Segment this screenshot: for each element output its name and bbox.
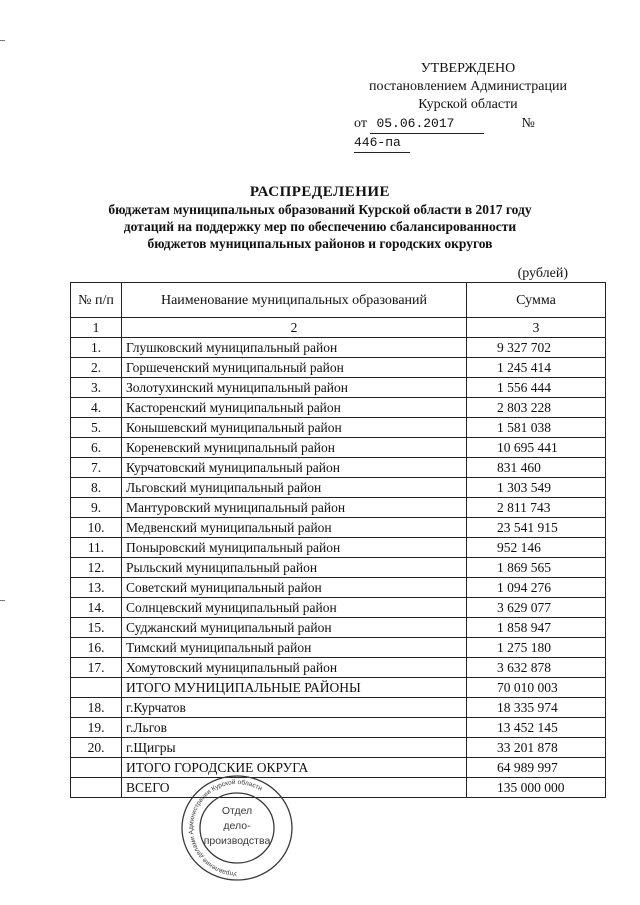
row-sum: 952 146: [467, 538, 606, 558]
row-sum: 135 000 000: [467, 778, 606, 798]
row-sum: 10 695 441: [467, 438, 606, 458]
row-name: Золотухинский муниципальный район: [122, 378, 467, 398]
col-header-number: № п/п: [71, 283, 122, 318]
col-header-sum: Сумма: [467, 283, 606, 318]
row-sum: 2 811 743: [467, 498, 606, 518]
subtitle-line: дотаций на поддержку мер по обеспечению сбалансированности: [123, 219, 517, 234]
table-row: [71, 698, 606, 718]
table-row: [71, 498, 606, 518]
approval-decree: постановлением Администрации: [369, 79, 567, 94]
row-name: Суджанский муниципальный район: [122, 618, 467, 638]
row-name: Кореневский муниципальный район: [122, 438, 467, 458]
row-number: 5.: [71, 418, 122, 438]
row-name: Горшеченский муниципальный район: [122, 358, 467, 378]
table-header-row: [71, 283, 606, 318]
row-sum: 64 989 997: [467, 758, 606, 778]
row-number: 2.: [71, 358, 122, 378]
subtotal-row: [71, 678, 606, 698]
table-row: [71, 478, 606, 498]
row-sum: 2 803 228: [467, 398, 606, 418]
row-name: Рыльский муниципальный район: [122, 558, 467, 578]
row-sum: 18 335 974: [467, 698, 606, 718]
row-number: 19.: [71, 718, 122, 738]
table-row: [71, 658, 606, 678]
col-index: 1: [71, 318, 122, 338]
row-name: г.Щигры: [122, 738, 467, 758]
document-title: РАСПРЕДЕЛЕНИЕ: [249, 184, 391, 200]
column-index-row: [71, 318, 606, 338]
row-number: 20.: [71, 738, 122, 758]
row-name: ИТОГО ГОРОДСКИЕ ОКРУГА: [122, 758, 467, 778]
row-sum: 1 303 549: [467, 478, 606, 498]
row-number: [71, 678, 122, 698]
approval-date-row: [348, 115, 588, 153]
row-sum: 70 010 003: [467, 678, 606, 698]
table-row: [71, 578, 606, 598]
stamp-line: дело-: [223, 820, 251, 832]
stamp-line: Отдел: [221, 805, 253, 817]
row-name: Медвенский муниципальный район: [122, 518, 467, 538]
row-sum: 3 632 878: [467, 658, 606, 678]
table-row: [71, 718, 606, 738]
row-name: Курчатовский муниципальный район: [122, 458, 467, 478]
grand-total-row: [71, 778, 606, 798]
document-subtitle: [40, 201, 600, 252]
table-row: [71, 338, 606, 358]
row-sum: 1 094 276: [467, 578, 606, 598]
stamp-line: производства: [203, 835, 271, 847]
table-row: [71, 398, 606, 418]
row-sum: 1 556 444: [467, 378, 606, 398]
approval-region: Курской области: [418, 97, 518, 112]
subtitle-line: бюджетов муниципальных районов и городских округов: [147, 236, 493, 251]
office-stamp: [178, 772, 296, 884]
subtitle-line: бюджетам муниципальных образований Курской области в 2017 году: [108, 202, 532, 217]
table-row: [71, 618, 606, 638]
row-number: 3.: [71, 378, 122, 398]
row-number: 15.: [71, 618, 122, 638]
col-header-name: Наименование муниципальных образований: [122, 283, 467, 318]
stamp-center: [204, 805, 271, 847]
row-name: ИТОГО МУНИЦИПАЛЬНЫЕ РАЙОНЫ: [122, 678, 467, 698]
approval-date: 05.06.2017: [370, 115, 484, 134]
row-number: 13.: [71, 578, 122, 598]
approval-heading: УТВЕРЖДЕНО: [420, 61, 516, 76]
scan-edge-mark: [0, 40, 5, 41]
row-sum: 3 629 077: [467, 598, 606, 618]
scan-edge-mark: [0, 600, 5, 601]
table-row: [71, 438, 606, 458]
number-prefix: №: [521, 116, 535, 131]
row-name: Касторенский муниципальный район: [122, 398, 467, 418]
table-row: [71, 518, 606, 538]
row-sum: 23 541 915: [467, 518, 606, 538]
stamp-ring-text: Управление делами Администрации Курской области: [188, 778, 264, 878]
approval-number: 446-па: [354, 134, 410, 153]
row-number: 12.: [71, 558, 122, 578]
row-name: Глушковский муниципальный район: [122, 338, 467, 358]
row-sum: 1 275 180: [467, 638, 606, 658]
row-number: 9.: [71, 498, 122, 518]
row-number: [71, 758, 122, 778]
row-number: 7.: [71, 458, 122, 478]
row-sum: 33 201 878: [467, 738, 606, 758]
distribution-table: [70, 282, 606, 798]
row-sum: 1 869 565: [467, 558, 606, 578]
row-number: 1.: [71, 338, 122, 358]
row-number: 6.: [71, 438, 122, 458]
row-number: 11.: [71, 538, 122, 558]
table-row: [71, 378, 606, 398]
row-name: ВСЕГО: [122, 778, 467, 798]
row-name: Конышевский муниципальный район: [122, 418, 467, 438]
row-number: 14.: [71, 598, 122, 618]
row-sum: 831 460: [467, 458, 606, 478]
row-name: г.Курчатов: [122, 698, 467, 718]
row-number: 17.: [71, 658, 122, 678]
date-prefix: от: [354, 116, 367, 131]
row-name: Мантуровский муниципальный район: [122, 498, 467, 518]
row-sum: 13 452 145: [467, 718, 606, 738]
row-number: 18.: [71, 698, 122, 718]
col-index: 3: [467, 318, 606, 338]
row-name: Тимский муниципальный район: [122, 638, 467, 658]
row-number: 10.: [71, 518, 122, 538]
row-sum: 1 581 038: [467, 418, 606, 438]
approval-block: [348, 60, 588, 153]
row-name: Хомутовский муниципальный район: [122, 658, 467, 678]
table-row: [71, 458, 606, 478]
row-number: [71, 778, 122, 798]
col-index: 2: [122, 318, 467, 338]
subtotal-row: [71, 758, 606, 778]
table-row: [71, 638, 606, 658]
row-name: Поныровский муниципальный район: [122, 538, 467, 558]
row-name: Советский муниципальный район: [122, 578, 467, 598]
table-row: [71, 358, 606, 378]
table-row: [71, 598, 606, 618]
row-name: г.Льгов: [122, 718, 467, 738]
row-sum: 1 245 414: [467, 358, 606, 378]
row-number: 4.: [71, 398, 122, 418]
row-name: Солнцевский муниципальный район: [122, 598, 467, 618]
row-number: 8.: [71, 478, 122, 498]
row-name: Льговский муниципальный район: [122, 478, 467, 498]
row-sum: 1 858 947: [467, 618, 606, 638]
row-number: 16.: [71, 638, 122, 658]
row-sum: 9 327 702: [467, 338, 606, 358]
table-row: [71, 418, 606, 438]
table-row: [71, 738, 606, 758]
units-label: (рублей): [517, 266, 568, 281]
table-row: [71, 558, 606, 578]
table-row: [71, 538, 606, 558]
